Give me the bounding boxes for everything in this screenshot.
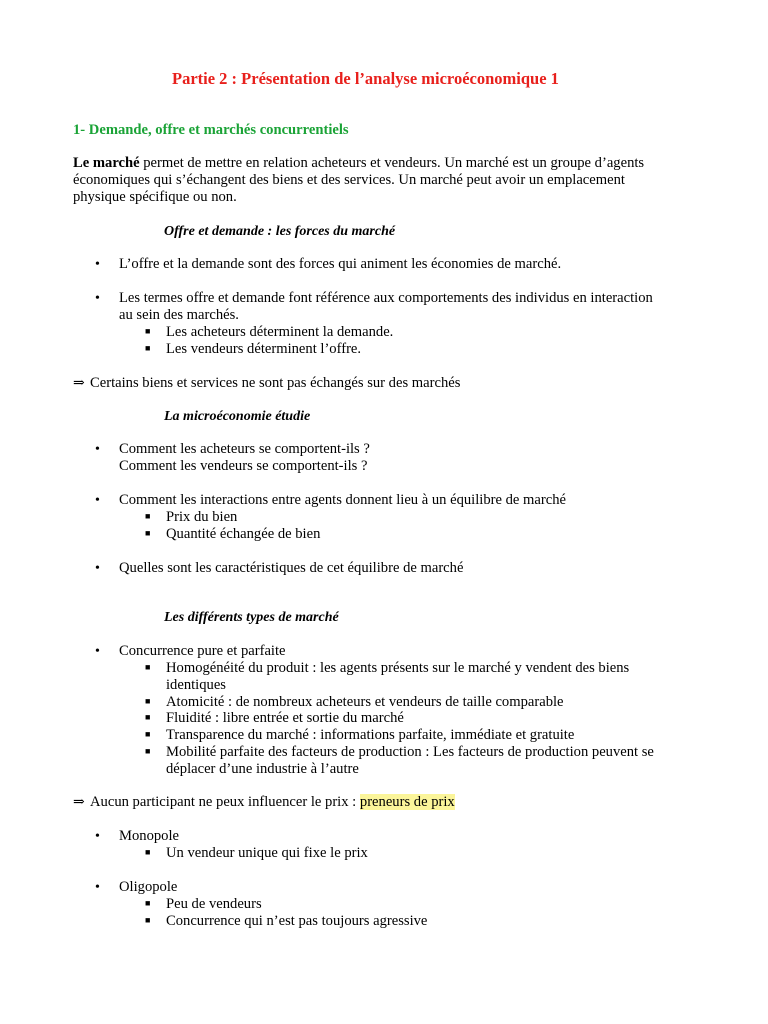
- intro-line-2: économiques qui s’échangent des biens et des services. Un marché peut avoir un emplacement: [73, 172, 625, 188]
- sub-list-item: Mobilité parfaite des facteurs de production : Les facteurs de production peuvent se: [166, 744, 654, 760]
- sub-list-item: Homogénéité du produit : les agents présents sur le marché y vendent des biens: [166, 660, 630, 676]
- list-item-continued: Comment les vendeurs se comportent-ils ?: [119, 458, 368, 474]
- list-item: Oligopole: [119, 879, 178, 895]
- square-bullet-icon: ■: [145, 915, 151, 925]
- square-bullet-icon: ■: [145, 696, 151, 706]
- sub-list-item: Peu de vendeurs: [166, 896, 262, 912]
- sub-list-item: Quantité échangée de bien: [166, 526, 321, 542]
- sub-list-item: Concurrence qui n’est pas toujours agressive: [166, 913, 428, 929]
- bullet-icon: •: [95, 442, 100, 457]
- square-bullet-icon: ■: [145, 729, 151, 739]
- bullet-icon: •: [95, 257, 100, 272]
- list-item-continued: au sein des marchés.: [119, 307, 239, 323]
- sub-list-item: Les vendeurs déterminent l’offre.: [166, 341, 362, 357]
- sub-list-item-continued: identiques: [166, 677, 226, 693]
- square-bullet-icon: ■: [145, 528, 151, 538]
- bullet-icon: •: [95, 561, 100, 576]
- square-bullet-icon: ■: [145, 712, 151, 722]
- intro-line-1: [73, 155, 644, 172]
- bullet-icon: •: [95, 291, 100, 306]
- subheading-microeconomie: La microéconomie étudie: [164, 409, 311, 424]
- square-bullet-icon: ■: [145, 326, 151, 336]
- list-item: Les termes offre et demande font référence aux comportements des individus en interaction: [119, 290, 653, 306]
- intro-text-1: permet de mettre en relation acheteurs et vendeurs. Un marché est un groupe d’agents: [139, 155, 645, 171]
- subheading-forces: Offre et demande : les forces du marché: [164, 224, 396, 239]
- list-item: Concurrence pure et parfaite: [119, 643, 286, 659]
- bullet-icon: •: [95, 880, 100, 895]
- sub-list-item: Un vendeur unique qui fixe le prix: [166, 845, 368, 861]
- list-item: Quelles sont les caractéristiques de cet équilibre de marché: [119, 560, 464, 576]
- intro-line-3: physique spécifique ou non.: [73, 189, 237, 205]
- list-item: Monopole: [119, 828, 179, 844]
- list-item: Comment les interactions entre agents donnent lieu à un équilibre de marché: [119, 492, 566, 508]
- sub-list-item: Transparence du marché : informations parfaite, immédiate et gratuite: [166, 727, 575, 743]
- section-heading: 1- Demande, offre et marchés concurrentiels: [73, 122, 349, 138]
- bullet-icon: •: [95, 829, 100, 844]
- list-item: Comment les acheteurs se comportent-ils ?: [119, 441, 370, 457]
- square-bullet-icon: ■: [145, 746, 151, 756]
- implies-arrow-icon: ⇒: [73, 376, 85, 391]
- bullet-icon: •: [95, 644, 100, 659]
- sub-list-item: Atomicité : de nombreux acheteurs et vendeurs de taille comparable: [166, 694, 564, 710]
- square-bullet-icon: ■: [145, 343, 151, 353]
- square-bullet-icon: ■: [145, 898, 151, 908]
- subheading-types-marche: Les différents types de marché: [164, 610, 339, 625]
- highlighted-term: preneurs de prix: [359, 794, 455, 810]
- sub-list-item: Fluidité : libre entrée et sortie du marché: [166, 710, 404, 726]
- square-bullet-icon: ■: [145, 511, 151, 521]
- list-item: L’offre et la demande sont des forces qui animent les économies de marché.: [119, 256, 562, 272]
- square-bullet-icon: ■: [145, 662, 151, 672]
- sub-list-item: Les acheteurs déterminent la demande.: [166, 324, 394, 340]
- intro-bold: Le marché: [73, 155, 140, 171]
- square-bullet-icon: ■: [145, 847, 151, 857]
- sub-list-item-continued: déplacer d’une industrie à l’autre: [166, 761, 359, 777]
- page-title: Partie 2 : Présentation de l’analyse microéconomique 1: [172, 69, 559, 88]
- sub-list-item: Prix du bien: [166, 509, 238, 525]
- implies-arrow-icon: ⇒: [73, 795, 85, 810]
- conclusion-prefix: Aucun participant ne peux influencer le prix :: [90, 794, 360, 810]
- conclusion-text: [90, 794, 455, 811]
- bullet-icon: •: [95, 493, 100, 508]
- conclusion-text: Certains biens et services ne sont pas échangés sur des marchés: [90, 375, 461, 391]
